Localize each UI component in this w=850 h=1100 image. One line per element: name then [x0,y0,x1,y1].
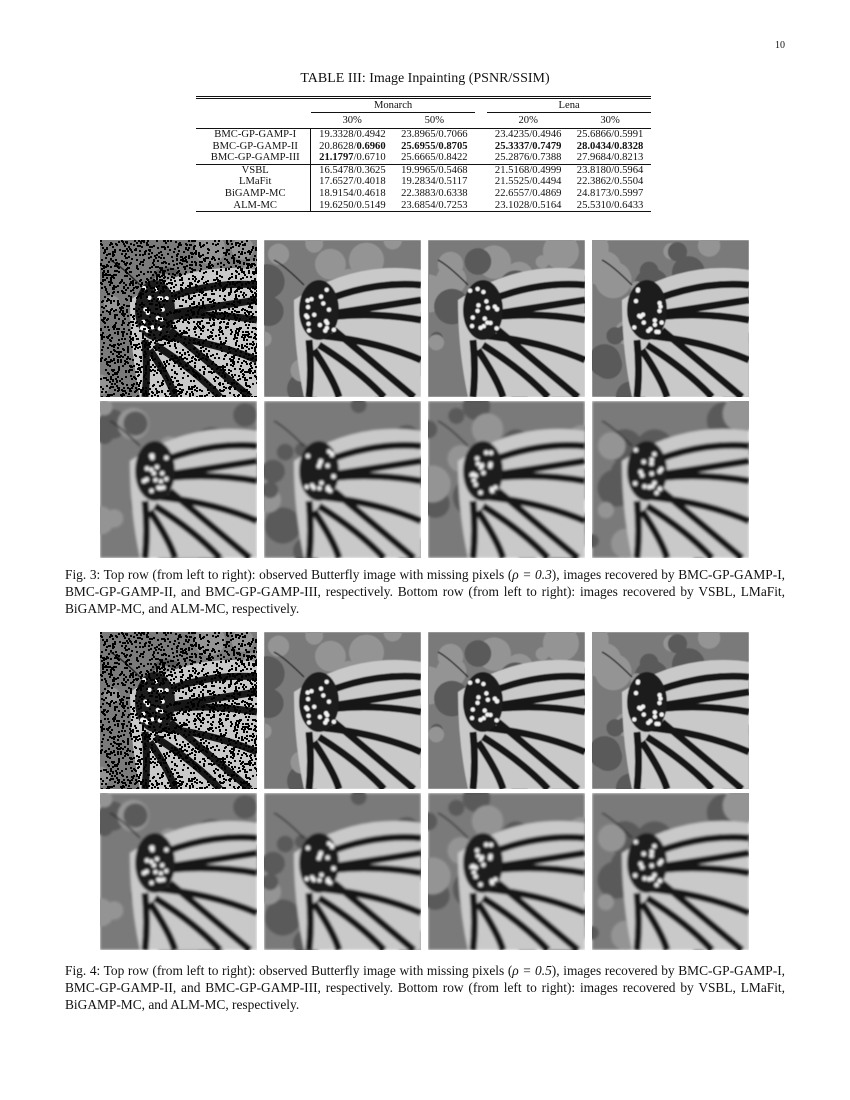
table-cell: 23.4235/0.4946 [494,129,562,140]
butterfly-image-bmc-gp-gamp-i [264,240,421,397]
table-cell: 23.6854/0.7253 [393,200,475,212]
table-cell: 22.3862/0.5504 [576,176,644,188]
butterfly-image-bigamp-mc [428,793,585,950]
table-cell: 18.9154/0.4618 [319,187,386,199]
figure-3-caption: Fig. 3: Top row (from left to right): observed Butterfly image with missing pixels (ρ = 0.3), images recovered by BMC-GP-GAMP-I, BMC-GP-GAMP-II, and BMC-GP-GAMP-III, respectively. Bottom row (from left to right): images recovered by VSBL, LMaFit, BiGAMP-MC, and ALM-MC, respectively. [65,567,785,616]
method-name: VSBL [196,164,311,176]
table-cell: 19.2834/0.5117 [401,176,468,188]
butterfly-image-bmc-gp-gamp-iii [592,632,749,789]
table-cell: 21.1797/0.6710 [319,152,386,164]
table-row [196,200,651,212]
table-cell: 25.2876/0.7388 [494,152,562,164]
butterfly-image-vsbl [100,793,257,950]
table-cell: 25.6955/0.8705 [401,140,468,152]
table-row [196,152,651,164]
butterfly-image-bigamp-mc [428,401,585,558]
butterfly-image-alm-mc [592,793,749,950]
table-cell: 25.5310/0.6433 [569,200,651,212]
table-cell: 28.0434/0.8328 [576,140,644,152]
table-cell: 16.5478/0.3625 [311,164,393,176]
table-cell: 25.6665/0.8422 [401,152,468,164]
table-cell: 21.5525/0.4494 [494,176,562,188]
group-header-lena: Lena [487,98,651,113]
figure-3 [100,240,750,558]
table-cell: 23.1028/0.5164 [487,200,569,212]
table-cell: 19.3328/0.4942 [319,129,386,140]
table-cell: 21.5168/0.4999 [487,164,569,176]
butterfly-image-bmc-gp-gamp-ii [428,240,585,397]
figure-3-grid [100,240,750,558]
method-name: BMC-GP-GAMP-I [196,129,311,141]
butterfly-image-observed-missing [100,240,257,397]
butterfly-image-bmc-gp-gamp-ii [428,632,585,789]
butterfly-image-bmc-gp-gamp-i [264,632,421,789]
table-cell: 17.6527/0.4018 [319,176,386,188]
results-table [196,96,651,212]
butterfly-image-lmafit [264,793,421,950]
table-cell: 25.3337/0.7479 [494,140,562,152]
table-cell: 23.8180/0.5964 [569,164,651,176]
table-cell: 20.8628/0.6960 [319,140,386,152]
table-cell: 22.6557/0.4869 [494,187,562,199]
table-row [196,176,651,188]
percent-header: 30% [569,113,651,129]
table-cell: 19.9965/0.5468 [393,164,475,176]
butterfly-image-vsbl [100,401,257,558]
table-cell: 27.9684/0.8213 [576,152,644,164]
figure-4-caption: Fig. 4: Top row (from left to right): observed Butterfly image with missing pixels (ρ = 0.5), images recovered by BMC-GP-GAMP-I, BMC-GP-GAMP-II, and BMC-GP-GAMP-III, respectively. Bottom row (from left to right): images recovered by VSBL, LMaFit, BiGAMP-MC, and ALM-MC, respectively. [65,963,785,1012]
butterfly-image-alm-mc [592,401,749,558]
butterfly-image-bmc-gp-gamp-iii [592,240,749,397]
table-cell: 24.8173/0.5997 [576,187,644,199]
method-name: LMaFit [196,176,311,188]
method-name: BMC-GP-GAMP-III [196,152,311,164]
percent-header: 20% [487,113,569,129]
table-row [196,164,651,176]
table-cell: 22.3883/0.6338 [401,187,468,199]
group-header-monarch: Monarch [311,98,475,113]
method-name: BiGAMP-MC [196,188,311,200]
percent-header: 50% [393,113,475,129]
table-row [196,129,651,141]
percent-header: 30% [311,113,393,129]
method-name: ALM-MC [196,200,311,212]
table-cell: 19.6250/0.5149 [311,200,393,212]
butterfly-image-lmafit [264,401,421,558]
page-number: 10 [775,40,785,51]
figure-4 [100,632,750,950]
method-name: BMC-GP-GAMP-II [196,141,311,153]
table-row [196,141,651,153]
butterfly-image-observed-missing [100,632,257,789]
table-caption: TABLE III: Image Inpainting (PSNR/SSIM) [300,71,550,86]
figure-4-grid [100,632,750,950]
table-cell: 23.8965/0.7066 [401,129,468,140]
table-row [196,188,651,200]
table-cell: 25.6866/0.5991 [576,129,644,140]
